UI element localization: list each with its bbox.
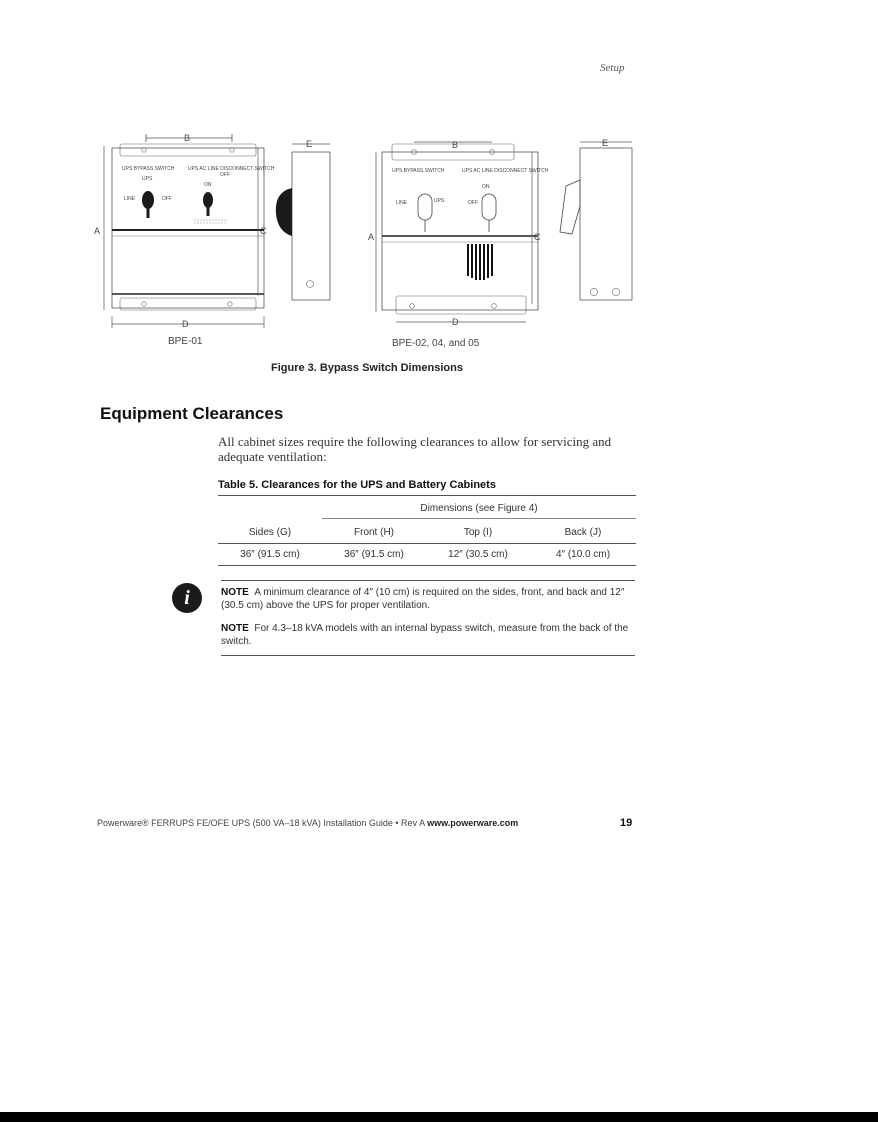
note-2-label: NOTE [221,623,249,634]
note-2 [221,622,631,648]
dim-a-label: A [94,226,101,236]
col-header-sides: Sides (G) [248,527,292,538]
bpe-01-diagram [94,128,348,338]
disconnect-switch-knob [203,192,213,208]
cell-top: 12″ (30.5 cm) [448,549,508,560]
dim-e-label: E [602,138,609,148]
footer-doc-title: Powerware® FERRUPS FE/OFE UPS (500 VA–18 kVA) Installation Guide • Rev A [97,818,428,828]
col-header-top: Top (I) [463,527,493,538]
bpe-02-04-05-diagram [368,136,642,336]
ups-label: UPS [434,198,445,204]
dim-c-label: C [260,226,267,236]
side-knob-shape [276,188,292,236]
note-1-text: A minimum clearance of 4″ (10 cm) is required on the sides, front, and back and 12″ (30.5 cm) above the UPS for proper ventilation. [221,587,625,611]
cell-back: 4″ (10.0 cm) [555,549,611,560]
dim-a-label: A [368,232,375,242]
dim-c-label: C [534,232,541,242]
off-label: OFF [468,200,478,206]
left-figure-name: BPE-01 [168,336,203,347]
table-bottom-rule [218,565,636,566]
dim-b-label: B [452,140,459,150]
bottom-scan-bar [0,1112,878,1122]
ups-label: UPS [142,176,153,182]
dim-e-label: E [306,139,313,149]
col-header-front: Front (H) [354,527,394,538]
footer-url: www.powerware.com [427,818,519,828]
intro-paragraph: All cabinet sizes require the following clearances to allow for servicing and adequate ventilation: [218,434,612,464]
off2-label: OFF [220,172,230,178]
bypass-switch-label: UPS BYPASS SWITCH [122,166,175,172]
cell-sides: 36″ (91.5 cm) [240,549,300,560]
section-heading: Equipment Clearances [100,404,284,423]
on-label: ON [482,184,490,190]
line-label: LINE [124,196,136,202]
on-label: ON [204,182,212,188]
page-number: 19 [620,817,633,829]
disconnect-label: UPS AC LINE DISCONNECT SWITCH [188,166,275,172]
line-label: LINE [396,200,408,206]
off-label: OFF [162,196,172,202]
table-group-header: Dimensions (see Figure 4) [420,503,538,514]
table-top-rule [218,495,636,496]
side-handle-shape [560,180,580,234]
info-icon: i [172,583,202,613]
note-bottom-rule [221,655,635,656]
cell-front: 36″ (91.5 cm) [344,549,404,560]
dim-b-label: B [184,133,191,143]
footer-doc-line [97,818,518,828]
dim-d-label: D [182,319,189,329]
running-header: Setup [600,62,625,74]
note-1-label: NOTE [221,587,249,598]
bypass-switch-label: UPS BYPASS SWITCH [392,168,445,174]
table-title: Table 5. Clearances for the UPS and Battery Cabinets [218,479,496,491]
note-2-text: For 4.3–18 kVA models with an internal bypass switch, measure from the back of the switch. [221,623,629,647]
bypass-switch-knob [142,191,154,209]
note-top-rule [221,580,635,581]
header-rule [218,543,636,544]
disconnect-label: UPS AC LINE DISCONNECT SWITCH [462,168,549,174]
figure-caption: Figure 3. Bypass Switch Dimensions [271,362,463,374]
dim-d-label: D [452,317,459,327]
right-figure-name: BPE-02, 04, and 05 [392,338,480,349]
col-header-back: Back (J) [564,527,602,538]
note-1 [221,586,631,612]
wiring-lines [468,244,492,280]
group-header-rule [322,518,636,519]
